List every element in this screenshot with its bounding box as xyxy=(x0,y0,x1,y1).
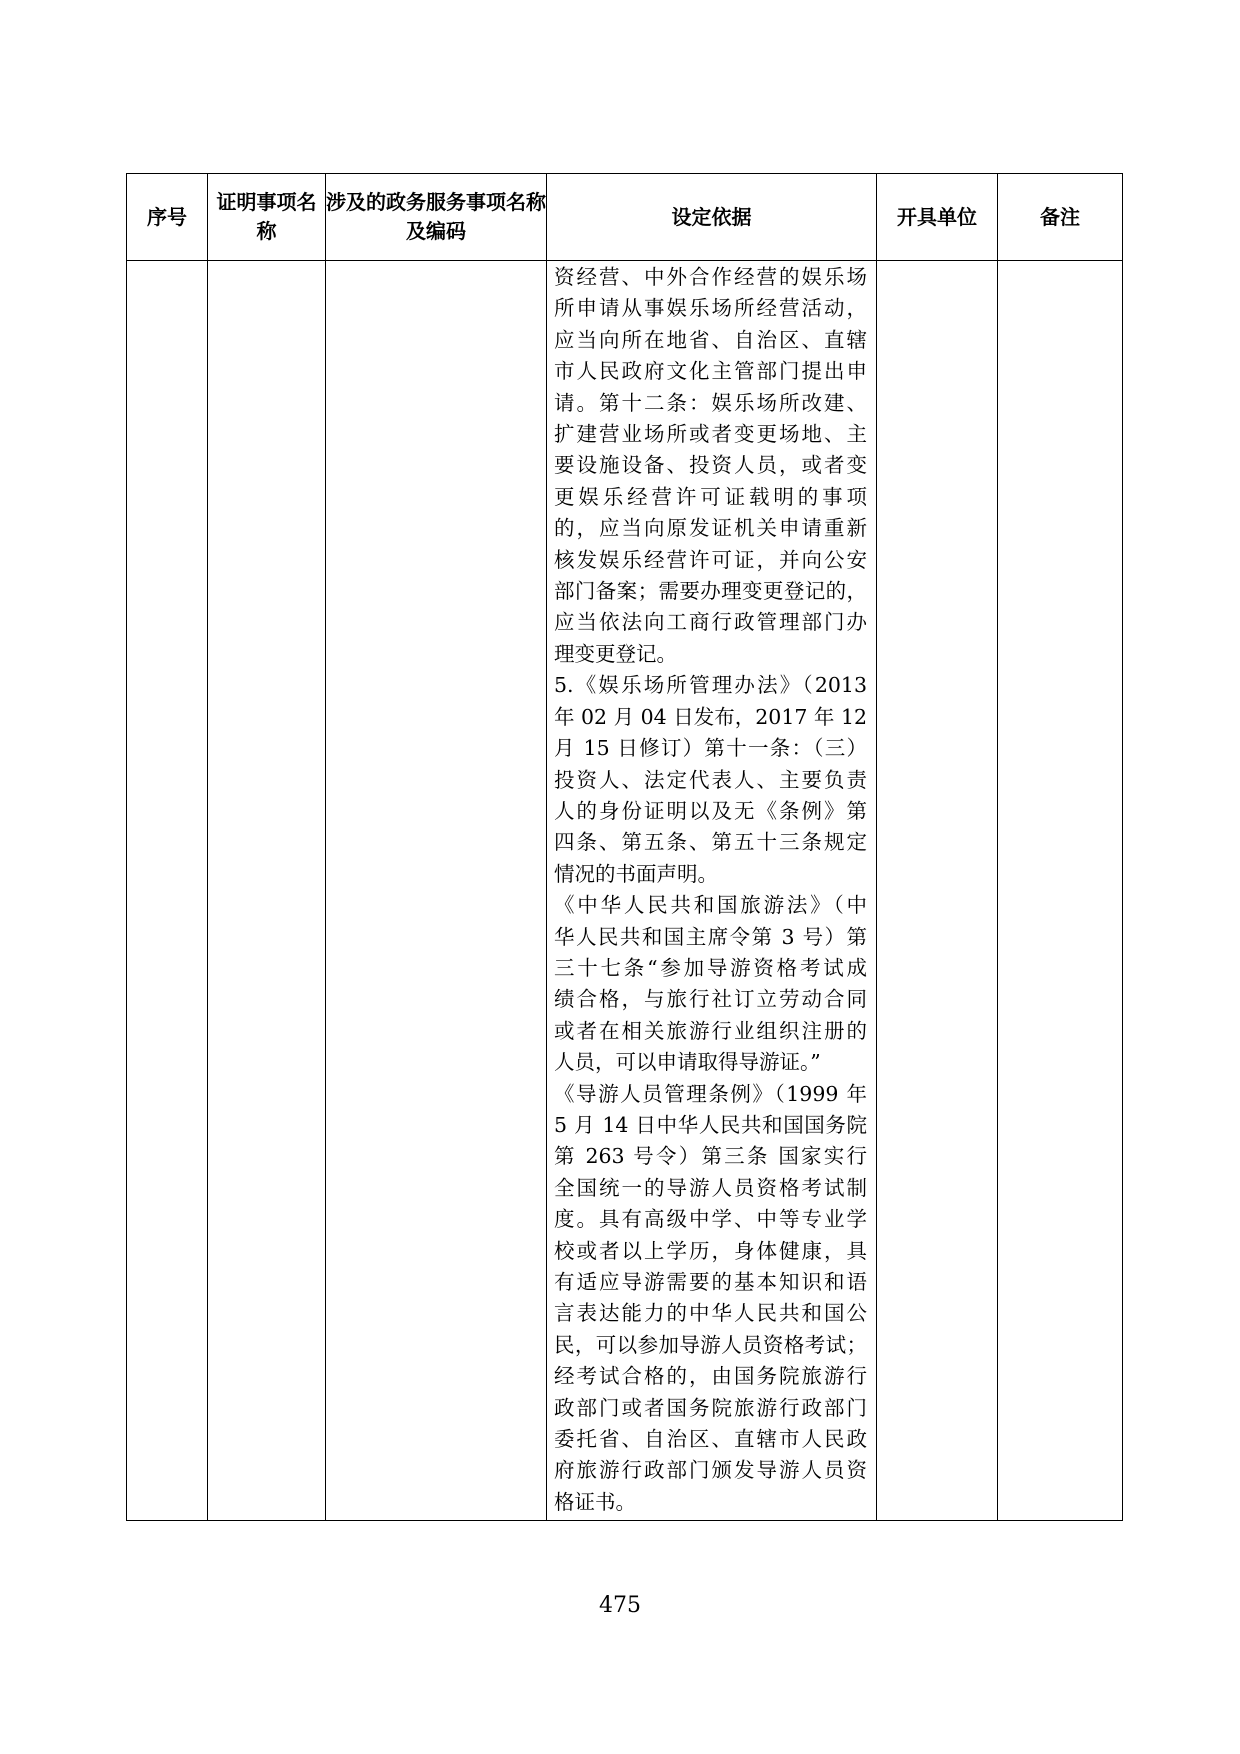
basis-line: 度。具有高级中学、中等专业学 xyxy=(554,1207,867,1232)
basis-line: 第 263 号令）第三条 国家实行 xyxy=(554,1144,867,1169)
basis-line: 5.《娱乐场所管理办法》（2013 xyxy=(554,673,867,698)
basis-line: 应当依法向工商行政管理部门办 xyxy=(554,610,867,635)
basis-line: 要设施设备、投资人员，或者变 xyxy=(554,453,867,478)
basis-line: 的，应当向原发证机关申请重新 xyxy=(554,516,867,541)
cell-certificate-item xyxy=(208,261,326,1521)
basis-line: 人员，可以申请取得导游证。” xyxy=(554,1050,821,1075)
basis-line: 或者在相关旅游行业组织注册的 xyxy=(554,1018,867,1043)
basis-line: 经考试合格的，由国务院旅游行 xyxy=(554,1364,867,1389)
basis-line: 月 15 日修订）第十一条：（三） xyxy=(554,736,867,761)
basis-line: 资经营、中外合作经营的娱乐场 xyxy=(554,265,867,289)
table-row xyxy=(127,261,1123,1521)
basis-line: 年 02 月 04 日发布，2017 年 12 xyxy=(554,704,867,729)
basis-line: 《中华人民共和国旅游法》（中 xyxy=(554,893,867,918)
basis-line: 委托省、自治区、直辖市人民政 xyxy=(554,1427,867,1452)
basis-line: 三十七条“参加导游资格考试成 xyxy=(554,955,867,980)
basis-line: 核发娱乐经营许可证，并向公安 xyxy=(554,547,867,572)
page-number: 475 xyxy=(599,1593,641,1618)
certificate-table xyxy=(126,173,1123,1521)
basis-line: 府旅游行政部门颁发导游人员资 xyxy=(554,1458,867,1483)
basis-line: 情况的书面声明。 xyxy=(554,861,718,886)
basis-line: 全国统一的导游人员资格考试制 xyxy=(554,1175,867,1200)
basis-line: 民，可以参加导游人员资格考试； xyxy=(554,1332,867,1357)
cell-index xyxy=(127,261,208,1521)
basis-line: 绩合格，与旅行社订立劳动合同 xyxy=(554,987,867,1012)
basis-line: 校或者以上学历，身体健康，具 xyxy=(554,1238,867,1263)
basis-line: 请。第十二条：娱乐场所改建、 xyxy=(554,390,867,415)
cell-remarks xyxy=(998,261,1123,1521)
header-row xyxy=(127,174,1123,261)
basis-line: 投资人、法定代表人、主要负责 xyxy=(554,767,867,792)
cell-service-item xyxy=(326,261,547,1521)
basis-line: 四条、第五条、第五十三条规定 xyxy=(554,830,867,855)
basis-line: 《导游人员管理条例》（1999 年 xyxy=(554,1081,867,1106)
basis-line: 格证书。 xyxy=(554,1489,636,1514)
header-service-item: 涉及的政务服务事项名称及编码 xyxy=(326,174,547,261)
header-certificate-item: 证明事项名称 xyxy=(208,174,326,261)
header-remarks: 备注 xyxy=(998,174,1123,261)
cell-issuer xyxy=(877,261,998,1521)
basis-line: 政部门或者国务院旅游行政部门 xyxy=(554,1395,867,1420)
basis-text xyxy=(554,262,867,1518)
header-index: 序号 xyxy=(127,174,208,261)
basis-line: 人的身份证明以及无《条例》第 xyxy=(554,798,867,823)
basis-line: 市人民政府文化主管部门提出申 xyxy=(554,359,867,384)
basis-line: 5 月 14 日中华人民共和国国务院 xyxy=(554,1112,867,1137)
basis-line: 有适应导游需要的基本知识和语 xyxy=(554,1270,867,1294)
cell-basis xyxy=(547,261,877,1521)
basis-line: 更娱乐经营许可证载明的事项 xyxy=(554,484,867,509)
header-basis: 设定依据 xyxy=(547,174,877,261)
basis-line: 应当向所在地省、自治区、直辖 xyxy=(554,327,867,352)
basis-line: 言表达能力的中华人民共和国公 xyxy=(554,1301,867,1326)
basis-line: 扩建营业场所或者变更场地、主 xyxy=(554,422,867,447)
basis-line: 部门备案；需要办理变更登记的， xyxy=(554,579,867,604)
basis-line: 理变更登记。 xyxy=(554,641,677,666)
header-issuer: 开具单位 xyxy=(877,174,998,261)
basis-line: 华人民共和国主席令第 3 号）第 xyxy=(554,924,867,949)
basis-line: 所申请从事娱乐场所经营活动， xyxy=(554,296,867,321)
